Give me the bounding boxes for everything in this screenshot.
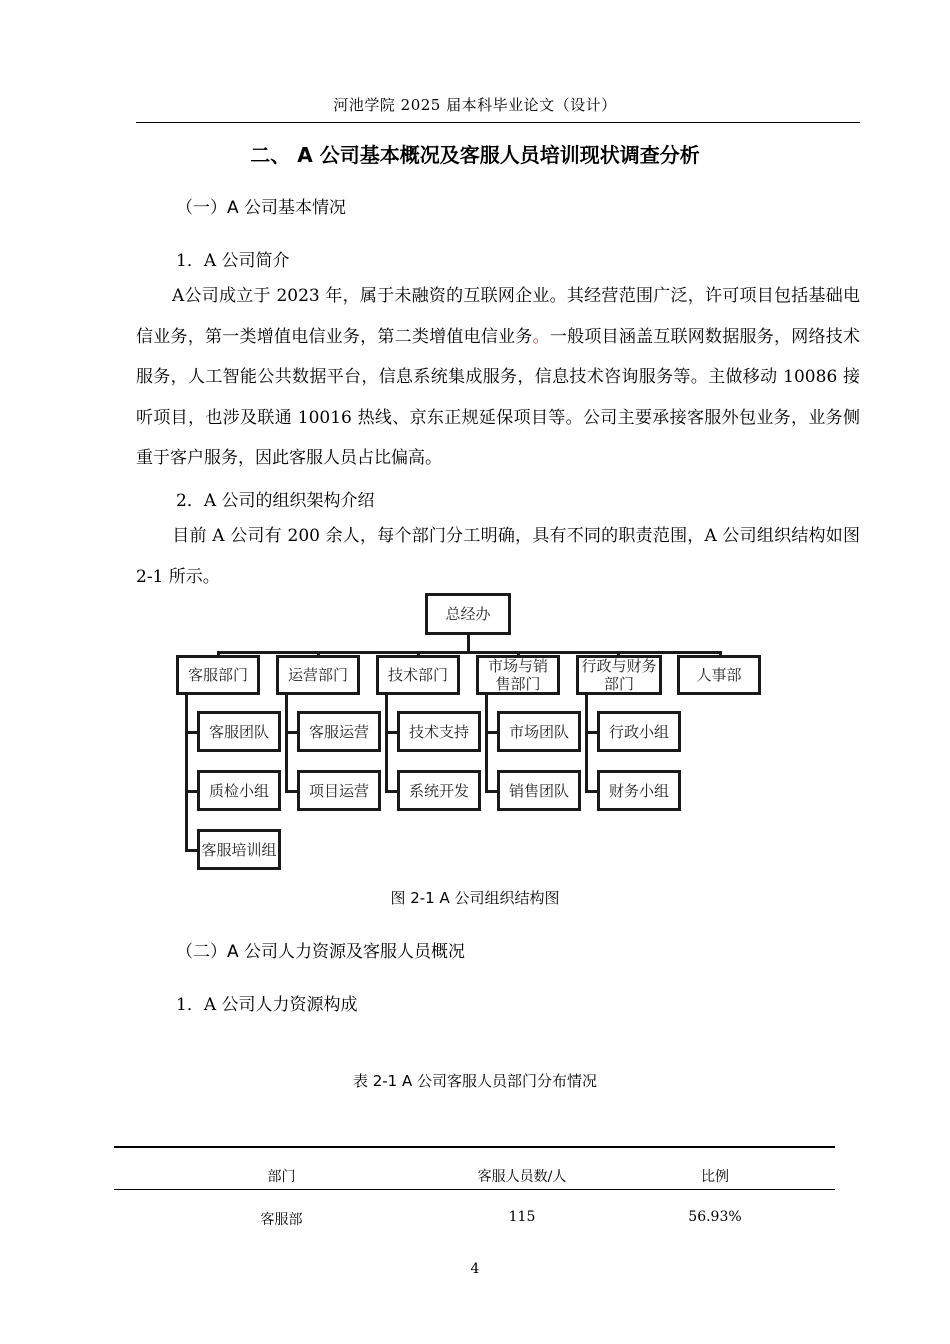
table-header-cell: 部门	[267, 1169, 296, 1185]
para-intro-mark: 。	[532, 326, 550, 347]
org-team-box: 客服团队	[197, 711, 281, 752]
table-cell: 客服部	[260, 1212, 303, 1228]
org-team-box: 销售团队	[497, 770, 581, 811]
org-dept-box: 市场与销售部门	[476, 655, 560, 695]
para-intro-part-b: 一般项目涵盖互联网数据服务，网络技术服务，人工智能公共数据平台，信息系统集成服务，信息技术咨询服务等。主做移动 10086 接听项目，也涉及联通 10016 热线、京东正规延保项目等。公司主要承接客服外包业务，业务侧重于客户服务，因此客服人员占比偏高。	[136, 326, 861, 468]
org-dept-box: 行政与财务部门	[576, 655, 662, 695]
running-header: 河池学院 2025 届本科毕业论文（设计）	[333, 96, 617, 114]
org-team-box: 客服培训组	[197, 829, 281, 870]
org-dept-box: 人事部	[677, 655, 761, 695]
org-dept-box: 客服部门	[176, 655, 260, 695]
org-team-box: 技术支持	[397, 711, 481, 752]
org-team-box: 财务小组	[597, 770, 681, 811]
team-spine	[485, 692, 488, 792]
team-spine	[385, 692, 388, 792]
paragraph-org-intro	[136, 516, 860, 597]
table-cell: 56.93%	[688, 1209, 742, 1225]
team-spine	[185, 692, 188, 851]
team-spine	[585, 692, 588, 792]
table-caption: 表 2-1 A 公司客服人员部门分布情况	[352, 1072, 598, 1090]
figure-caption: 图 2-1 A 公司组织结构图	[390, 889, 560, 907]
org-dept-box: 技术部门	[376, 655, 460, 695]
page-number: 4	[470, 1261, 480, 1277]
paragraph-company-intro	[136, 276, 860, 479]
header-rule	[136, 122, 860, 123]
org-team-box: 系统开发	[397, 770, 481, 811]
team-spine	[285, 692, 288, 792]
org-team-box: 质检小组	[197, 770, 281, 811]
para-intro-part-a: A公司成立于 2023 年，属于未融资的互联网企业。其经营范围广泛，许可项目包括基础电信业务，第一类增值电信业务，第二类增值电信业务	[136, 286, 860, 347]
section-title-2: （二）A 公司人力资源及客服人员概况	[176, 942, 466, 962]
org-team-box: 项目运营	[297, 770, 381, 811]
subsection-title-1-1: 1．A 公司简介	[176, 251, 290, 271]
para-org-text: 目前 A 公司有 200 余人，每个部门分工明确，具有不同的职责范围，A 公司组织结构如图 2-1 所示。	[136, 526, 860, 587]
subsection-title-2-1: 1．A 公司人力资源构成	[176, 995, 358, 1015]
table-header-cell: 客服人员数/人	[477, 1169, 567, 1185]
org-dept-box: 运营部门	[276, 655, 360, 695]
table-header-rule	[114, 1189, 835, 1190]
root-connector	[467, 633, 470, 653]
dept-bus-line	[217, 651, 722, 654]
org-team-box: 市场团队	[497, 711, 581, 752]
section-title-1: （一）A 公司基本情况	[176, 198, 347, 218]
org-team-box: 行政小组	[597, 711, 681, 752]
org-root-box: 总经办	[425, 593, 511, 635]
table-top-rule	[114, 1146, 835, 1148]
table-header-cell: 比例	[701, 1169, 729, 1185]
org-team-box: 客服运营	[297, 711, 381, 752]
table-cell: 115	[508, 1209, 536, 1225]
subsection-title-1-2: 2．A 公司的组织架构介绍	[176, 491, 375, 511]
chapter-title: 二、 A 公司基本概况及客服人员培训现状调查分析	[250, 143, 700, 167]
